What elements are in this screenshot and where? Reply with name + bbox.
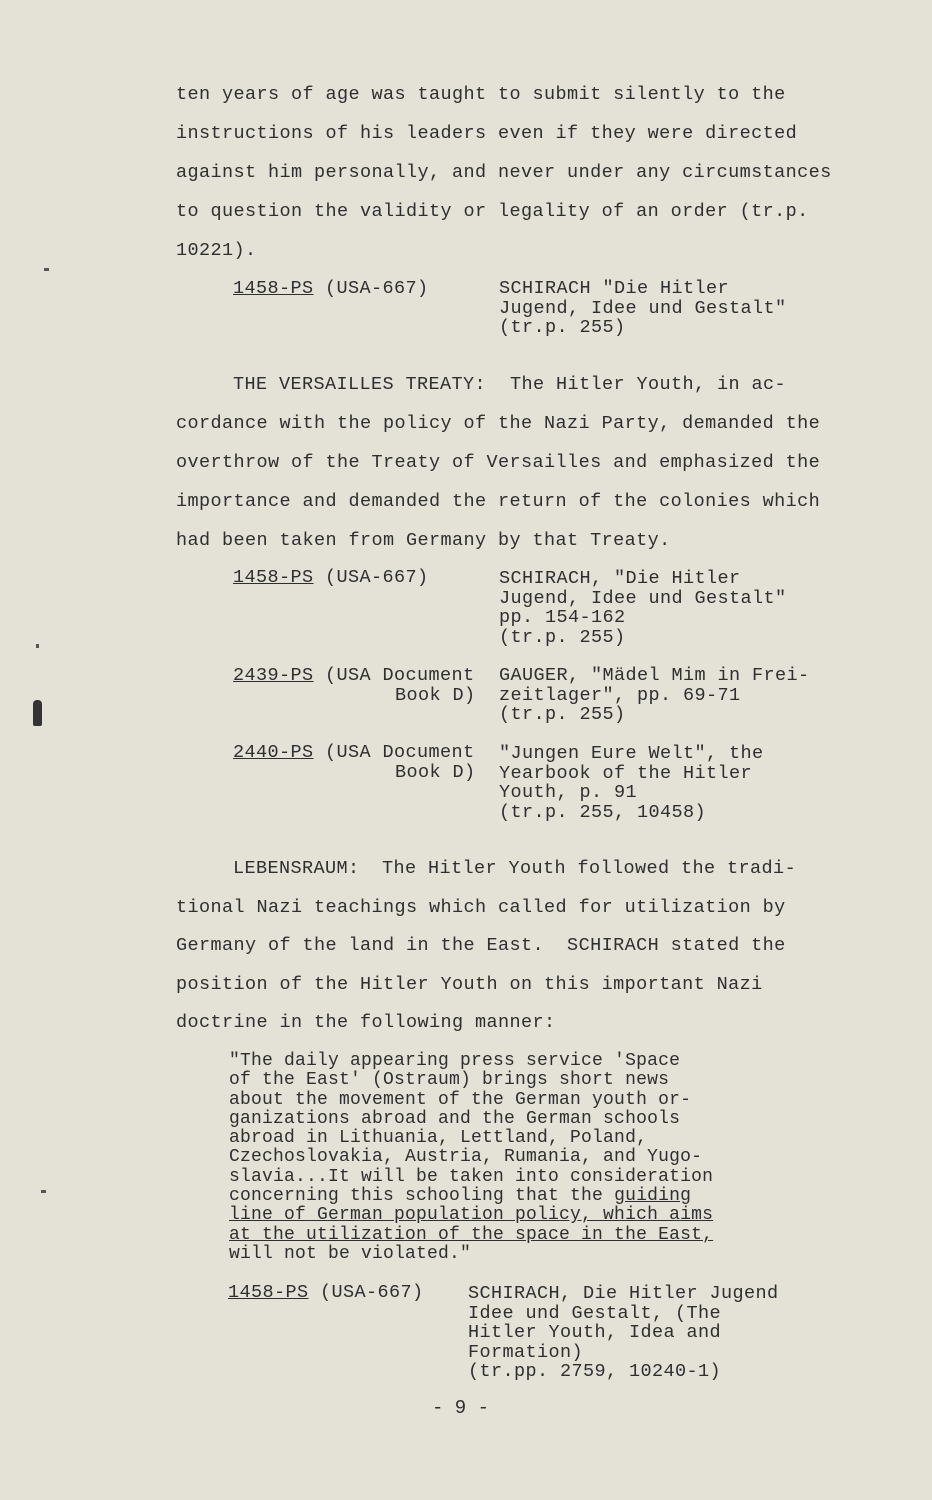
para1-line-1: ten years of age was taught to submit silently to the (176, 84, 786, 105)
quote-underlined-line: line of German population policy, which aims (229, 1205, 714, 1226)
citation-line: pp. 154-162 (499, 607, 626, 628)
margin-speck (36, 644, 39, 648)
citation-line: (tr.p. 255) (499, 626, 626, 648)
reference-3-citation (499, 666, 810, 725)
lebensraum-line-2: tional Nazi teachings which called for utilization by (176, 897, 786, 918)
citation-line: (tr.p. 255) (499, 317, 626, 338)
margin-mark (33, 700, 42, 726)
versailles-line-1: The Hitler Youth, in ac- (510, 374, 787, 395)
versailles-heading: THE VERSAILLES TREATY: (233, 374, 487, 395)
quote-line: will not be violated." (229, 1243, 472, 1264)
reference-3 (233, 666, 476, 705)
quote-line: ganizations abroad and the German schools (229, 1108, 681, 1129)
lebensraum-line-5: doctrine in the following manner: (176, 1012, 556, 1033)
reference-5-id: 1458-PS (228, 1282, 309, 1303)
reference-5-source: (USA-667) (320, 1282, 424, 1303)
citation-line: zeitlager", pp. 69-71 (499, 684, 741, 706)
quote-underlined-start: guiding (614, 1186, 692, 1207)
reference-1-id: 1458-PS (233, 278, 314, 299)
citation-line: Idee und Gestalt, (The (468, 1302, 722, 1324)
quote-line: concerning this schooling that the (229, 1186, 604, 1207)
citation-line: Jugend, Idee und Gestalt" (499, 587, 787, 609)
quote-line: Czechoslovakia, Austria, Rumania, and Yugo- (229, 1147, 703, 1168)
page-number: - 9 - (432, 1397, 490, 1419)
reference-4-source-line-2: Book D) (395, 761, 476, 783)
block-quote (229, 1052, 713, 1264)
para1-line-5: 10221). (176, 240, 257, 261)
citation-line: SCHIRACH "Die Hitler (499, 278, 730, 299)
citation-line: "Jungen Eure Welt", the (499, 743, 764, 764)
quote-line: of the East' (Ostraum) brings short news (229, 1070, 670, 1091)
para1-line-4: to question the validity or legality of an order (tr.p. (176, 201, 809, 222)
reference-5-citation (468, 1284, 779, 1382)
versailles-line-4: importance and demanded the return of the colonies which (176, 491, 821, 512)
reference-4-id: 2440-PS (233, 742, 314, 763)
reference-3-source-line-1: (USA Document (325, 665, 475, 686)
reference-2-source: (USA-667) (325, 567, 429, 588)
quote-line: slavia...It will be taken into consideration (229, 1166, 714, 1187)
citation-line: Yearbook of the Hitler (499, 762, 753, 784)
lebensraum-line-1: The Hitler Youth followed the tradi- (382, 858, 797, 879)
citation-line: Youth, p. 91 (499, 782, 638, 803)
margin-speck (44, 268, 49, 271)
citation-line: (tr.p. 255) (499, 704, 626, 725)
citation-line: Formation) (468, 1341, 584, 1363)
lebensraum-heading: LEBENSRAUM: (233, 858, 360, 879)
citation-line: SCHIRACH, "Die Hitler (499, 568, 741, 589)
reference-2 (233, 567, 429, 588)
versailles-line-3: overthrow of the Treaty of Versailles and emphasized the (176, 452, 821, 473)
reference-3-source-line-2: Book D) (395, 684, 476, 706)
reference-2-citation (499, 569, 787, 647)
para1-line-3: against him personally, and never under any circumstances (176, 162, 832, 183)
versailles-line-2: cordance with the policy of the Nazi Party, demanded the (176, 413, 821, 434)
citation-line: SCHIRACH, Die Hitler Jugend (468, 1283, 779, 1304)
para1-line-2: instructions of his leaders even if they were directed (176, 123, 798, 144)
reference-4-citation (499, 744, 764, 822)
quote-line: "The daily appearing press service 'Space (229, 1051, 681, 1071)
lebensraum-line-3: Germany of the land in the East. SCHIRACH stated the (176, 935, 786, 956)
reference-1-source: (USA-667) (325, 278, 429, 299)
reference-5 (228, 1282, 424, 1303)
citation-line: (tr.p. 255, 10458) (499, 801, 707, 823)
versailles-line-5: had been taken from Germany by that Treaty. (176, 530, 671, 551)
citation-line: GAUGER, "Mädel Mim in Frei- (499, 665, 810, 686)
reference-2-id: 1458-PS (233, 567, 314, 588)
reference-3-id: 2439-PS (233, 665, 314, 686)
reference-1-citation (499, 279, 787, 338)
lebensraum-line-4: position of the Hitler Youth on this important Nazi (176, 974, 763, 995)
citation-line: Jugend, Idee und Gestalt" (499, 297, 787, 319)
quote-underlined-line: at the utilization of the space in the East, (229, 1224, 714, 1245)
quote-line: abroad in Lithuania, Lettland, Poland, (229, 1128, 648, 1149)
quote-line: about the movement of the German youth or- (229, 1089, 692, 1110)
citation-line: Hitler Youth, Idea and (468, 1322, 722, 1343)
citation-line: (tr.pp. 2759, 10240-1) (468, 1361, 722, 1382)
reference-1 (233, 278, 429, 299)
reference-4 (233, 743, 476, 782)
margin-speck (41, 1190, 46, 1193)
reference-4-source-line-1: (USA Document (325, 742, 475, 763)
